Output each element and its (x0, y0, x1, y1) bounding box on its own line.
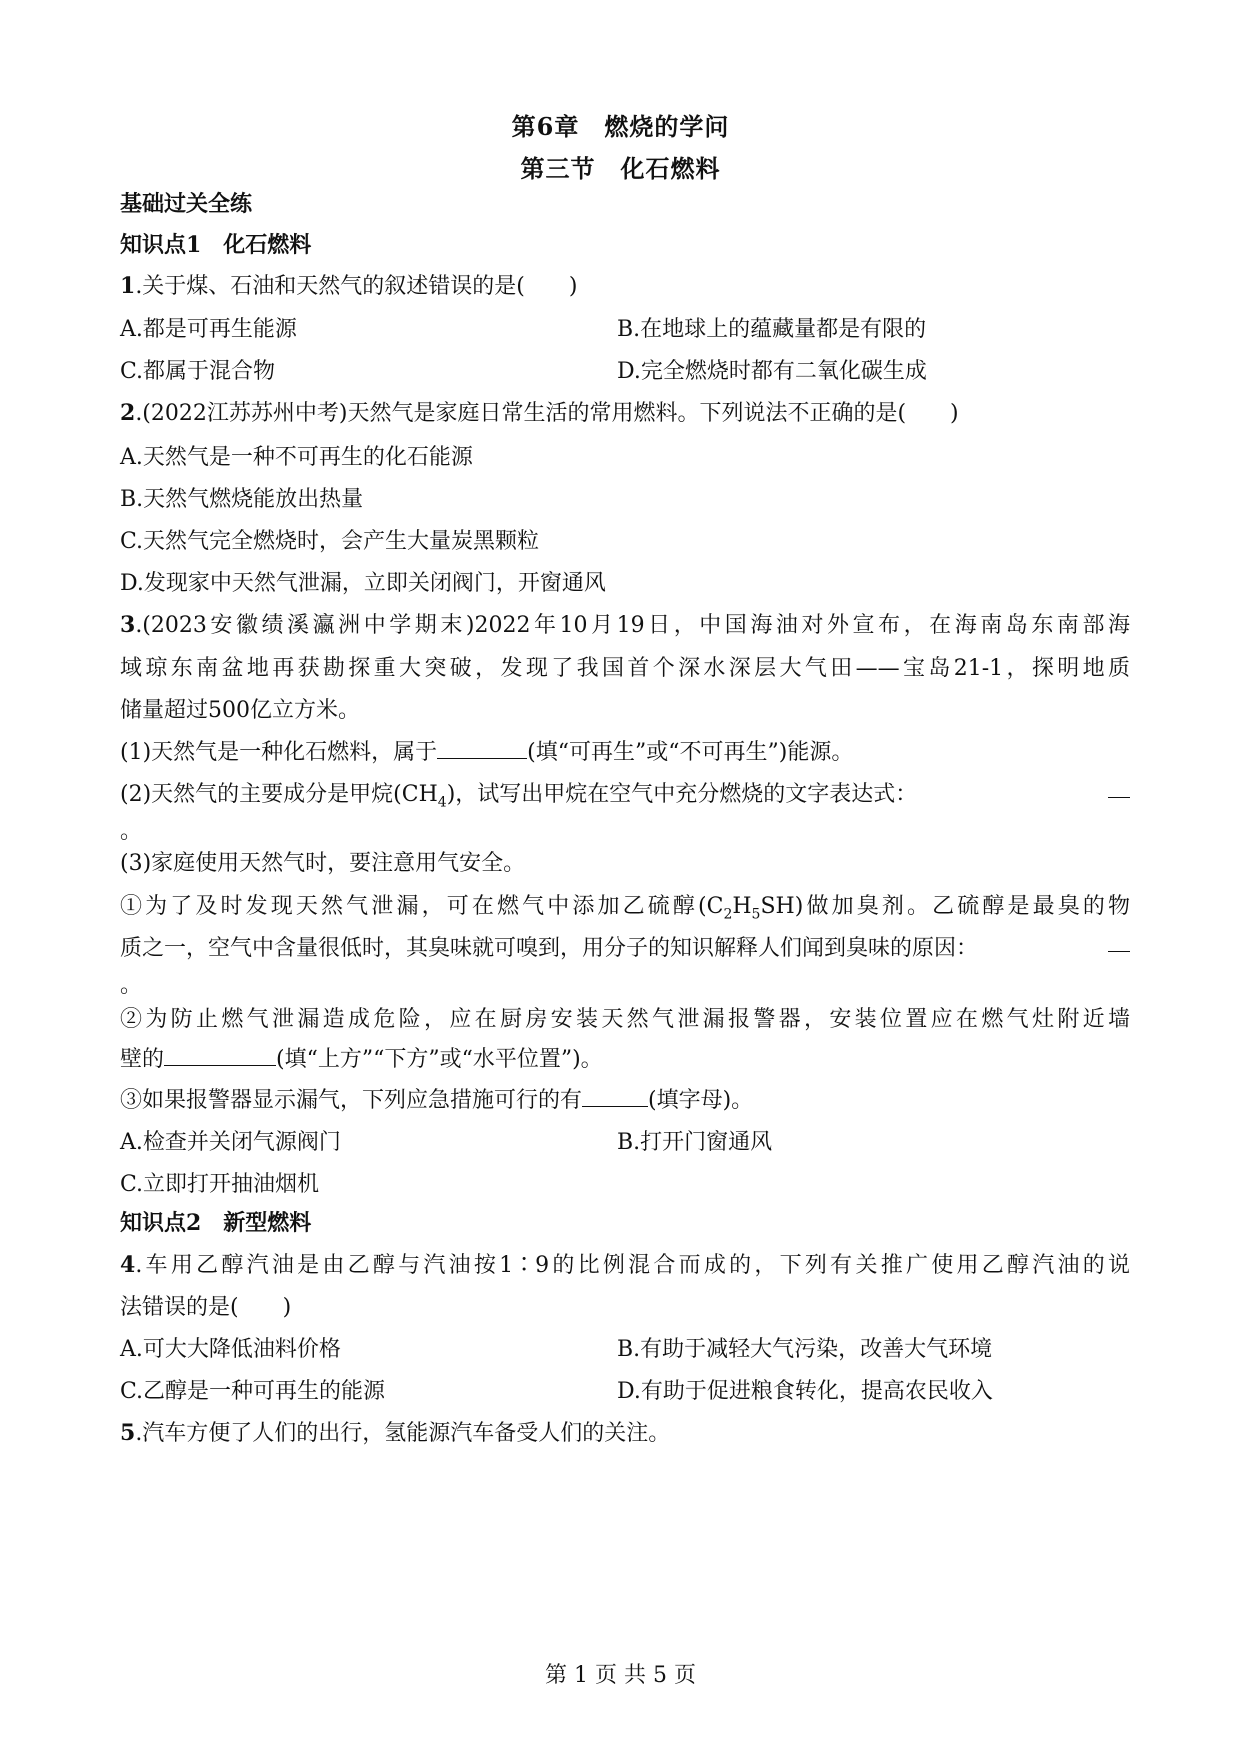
question-text: .(2023安徽绩溪瀛洲中学期末)2022年10月19日，中国海油对外宣布，在海南岛东南部海 (135, 613, 1130, 638)
prompt-text: (1)天然气是一种化石燃料，属于 (120, 740, 438, 765)
question-text: .车用乙醇汽油是由乙醇与汽油按1∶9的比例混合而成的，下列有关推广使用乙醇汽油的说 (135, 1253, 1130, 1278)
q1-option-d: D.完全燃烧时都有二氧化碳生成 (617, 359, 927, 384)
q2-option-c: C.天然气完全燃烧时，会产生大量炭黑颗粒 (120, 529, 540, 554)
q2-option-a: A.天然气是一种不可再生的化石能源 (120, 445, 473, 470)
q1-option-a: A.都是可再生能源 (120, 317, 297, 342)
prompt-text: ③如果报警器显示漏气，下列应急措施可行的有 (120, 1088, 583, 1113)
answer-blank[interactable] (582, 1086, 648, 1107)
q3-item-3 (120, 1083, 1130, 1114)
prompt-text: (2)天然气的主要成分是甲烷(CH (120, 782, 438, 807)
answer-blank[interactable] (1108, 777, 1130, 798)
answer-blank[interactable] (437, 738, 527, 759)
q3-item-2-line-2 (120, 1042, 1130, 1073)
subscript: 2 (723, 906, 733, 923)
practice-heading: 基础过关全练 (120, 191, 253, 217)
question-text: .关于煤、石油和天然气的叙述错误的是( ) (135, 274, 578, 299)
q4-option-b: B.有助于减轻大气污染，改善大气环境 (617, 1337, 993, 1362)
prompt-text: 壁的 (120, 1047, 165, 1072)
question-5 (120, 1416, 1130, 1447)
question-number: 2 (120, 400, 136, 426)
question-number: 1 (120, 273, 136, 299)
q4-option-c: C.乙醇是一种可再生的能源 (120, 1379, 386, 1404)
q2-option-d: D.发现家中天然气泄漏，立即关闭阀门，开窗通风 (120, 571, 606, 596)
prompt-text: SH)做加臭剂。乙硫醇是最臭的物 (760, 894, 1131, 919)
q4-option-a: A.可大大降低油料价格 (120, 1337, 341, 1362)
q3-item-1-line-2 (120, 931, 1130, 962)
q3-option-c: C.立即打开抽油烟机 (120, 1172, 320, 1197)
page-footer: 第 1 页 共 5 页 (545, 1663, 696, 1688)
q3-part-3: (3)家庭使用天然气时，要注意用气安全。 (120, 851, 526, 876)
question-text: .(2022江苏苏州中考)天然气是家庭日常生活的常用燃料。下列说法不正确的是( ) (135, 401, 959, 426)
prompt-text: (填字母)。 (648, 1088, 754, 1113)
section-title: 第三节 化石燃料 (520, 154, 721, 183)
prompt-text: 质之一，空气中含量很低时，其臭味就可嗅到，用分子的知识解释人们闻到臭味的原因： (120, 936, 979, 961)
q3-option-b: B.打开门窗通风 (617, 1130, 773, 1155)
question-2 (120, 396, 1130, 427)
answer-blank[interactable] (164, 1045, 276, 1066)
knowledge-point-2: 知识点2 新型燃料 (120, 1210, 312, 1236)
subscript: 5 (751, 906, 761, 923)
q1-option-c: C.都属于混合物 (120, 359, 276, 384)
question-3-line-1 (120, 608, 1130, 639)
q3-part-2-end: 。 (120, 819, 143, 844)
question-4-line-2: 法错误的是( ) (120, 1295, 292, 1320)
question-number: 3 (120, 612, 136, 638)
q4-option-d: D.有助于促进粮食转化，提高农民收入 (617, 1379, 993, 1404)
q1-option-b: B.在地球上的蕴藏量都是有限的 (617, 317, 927, 342)
question-number: 4 (120, 1252, 136, 1278)
chapter-title: 第6章 燃烧的学问 (511, 112, 730, 141)
question-text: .汽车方便了人们的出行，氢能源汽车备受人们的关注。 (135, 1421, 671, 1446)
question-number: 5 (120, 1420, 136, 1446)
answer-blank[interactable] (1108, 931, 1130, 952)
question-3-line-2: 域琼东南盆地再获勘探重大突破，发现了我国首个深水深层大气田——宝岛21-1，探明地质 (120, 656, 1130, 681)
q3-item-1-end: 。 (120, 973, 143, 998)
prompt-text: (填“上方”“下方”或“水平位置”)。 (276, 1047, 603, 1072)
question-1 (120, 269, 1130, 300)
knowledge-point-1: 知识点1 化石燃料 (120, 232, 312, 258)
prompt-text: (填“可再生”或“不可再生”)能源。 (527, 740, 854, 765)
prompt-text: )，试写出甲烷在空气中充分燃烧的文字表达式： (446, 782, 918, 807)
q3-item-2-line-1: ②为防止燃气泄漏造成危险，应在厨房安装天然气泄漏报警器，安装位置应在燃气灶附近墙 (120, 1007, 1130, 1032)
subscript: 4 (437, 794, 447, 811)
question-4-line-1 (120, 1248, 1130, 1279)
q3-part-1 (120, 735, 1130, 766)
question-3-line-3: 储量超过500亿立方米。 (120, 698, 360, 723)
q2-option-b: B.天然气燃烧能放出热量 (120, 487, 364, 512)
q3-part-2 (120, 777, 1130, 810)
q3-item-1-line-1 (120, 889, 1130, 922)
q3-option-a: A.检查并关闭气源阀门 (120, 1130, 341, 1155)
prompt-text: ①为了及时发现天然气泄漏，可在燃气中添加乙硫醇(C (120, 894, 724, 919)
prompt-text: H (732, 894, 752, 919)
